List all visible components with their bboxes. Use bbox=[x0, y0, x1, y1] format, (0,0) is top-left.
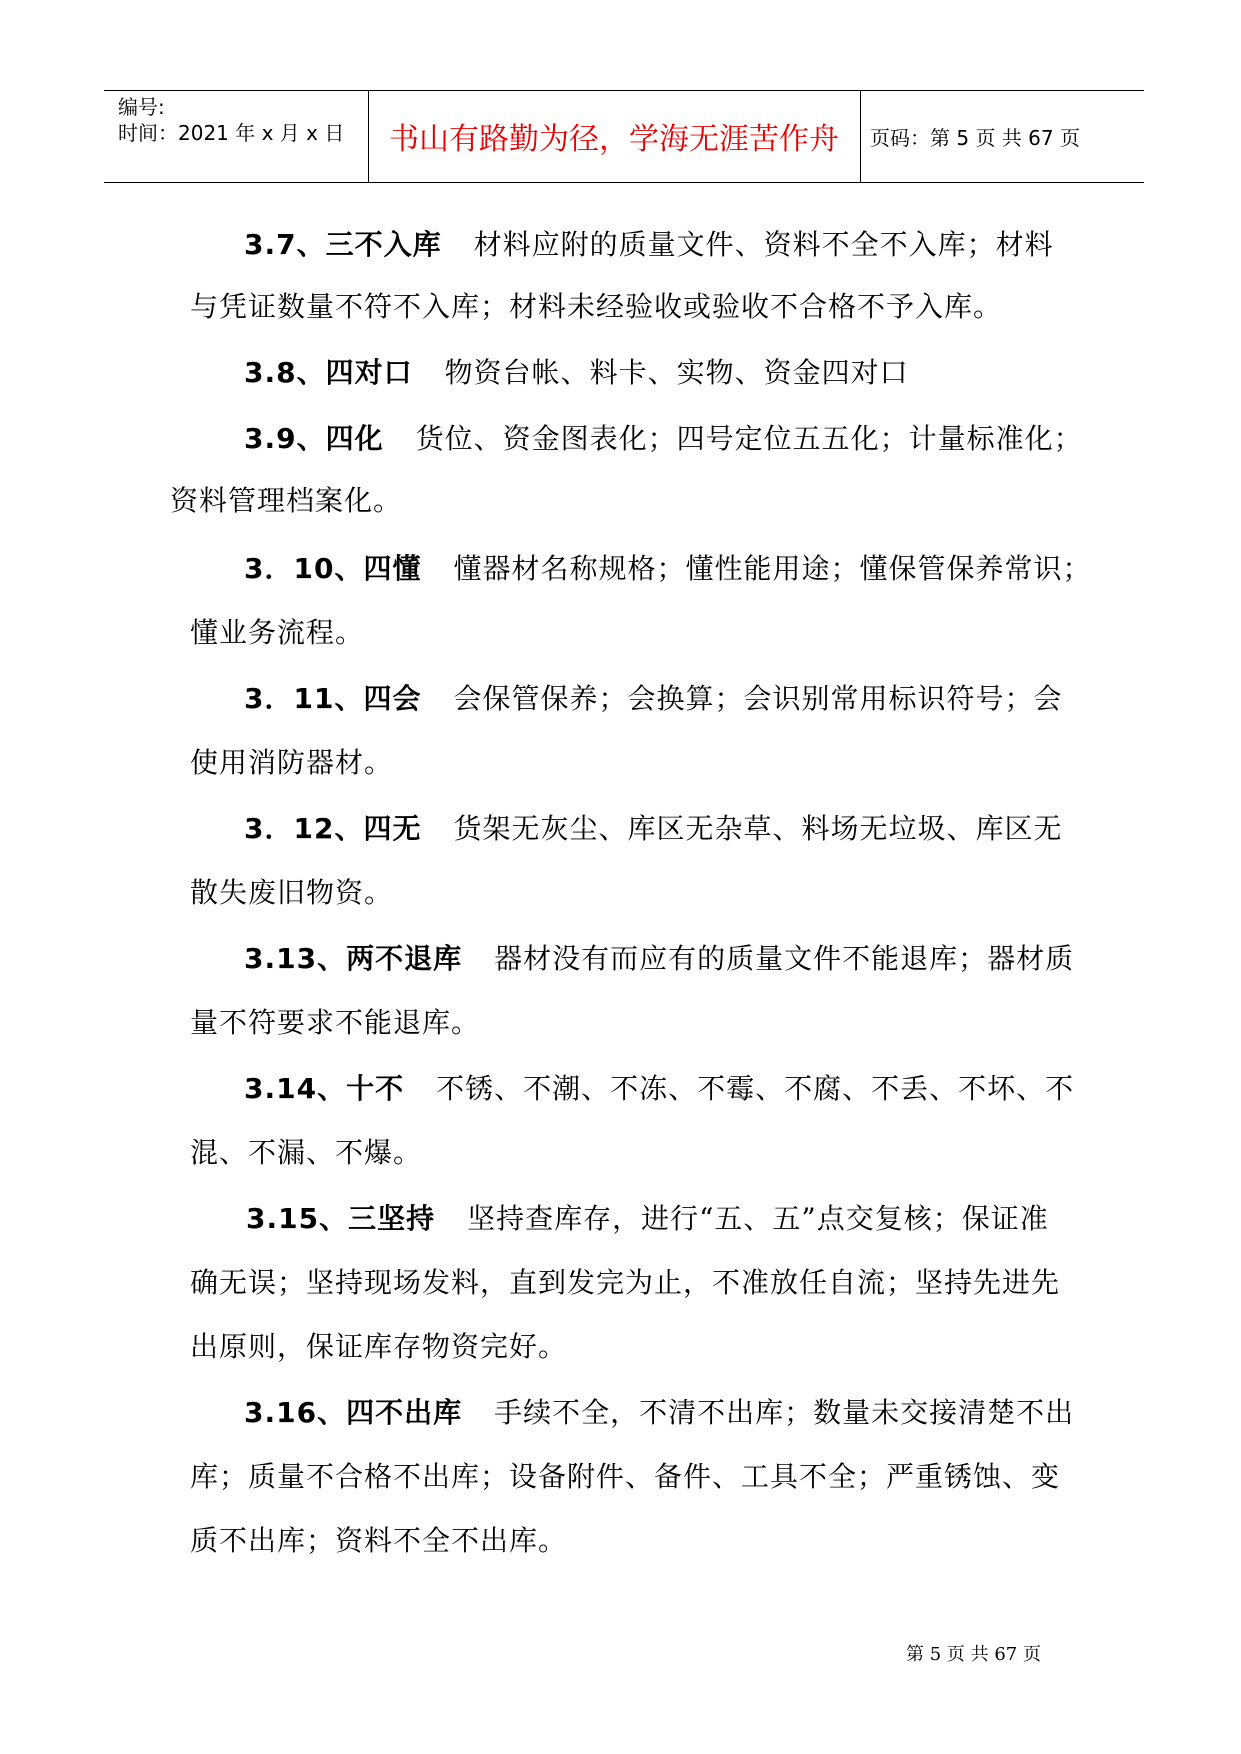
item-text: 散失废旧物资。 bbox=[190, 876, 394, 909]
item-number: 3.7、 bbox=[244, 228, 326, 261]
item-number: 3.8、 bbox=[244, 356, 326, 389]
item-text: 与凭证数量不符不入库；材料未经验收或验收不合格不予入库。 bbox=[190, 290, 1003, 323]
item-title: 四对口 bbox=[325, 356, 413, 389]
serial-label: 编号: bbox=[118, 95, 165, 119]
page-footer: 第 5 页 共 67 页 bbox=[906, 1644, 1041, 1665]
item-text: 会保管保养；会换算；会识别常用标识符号；会 bbox=[453, 682, 1063, 715]
item-title: 十不 bbox=[346, 1072, 405, 1105]
item-text: 材料应附的质量文件、资料不全不入库；材料 bbox=[473, 228, 1054, 261]
item-title: 四无 bbox=[363, 812, 422, 845]
item-text: 货架无灰尘、库区无杂草、料场无垃圾、库区无 bbox=[453, 812, 1063, 845]
item-number: 3.15、 bbox=[246, 1202, 349, 1235]
item-title: 四懂 bbox=[363, 552, 422, 585]
item-text: 使用消防器材。 bbox=[190, 746, 394, 779]
item-heading-line bbox=[244, 552, 1091, 586]
item-title: 三坚持 bbox=[348, 1202, 436, 1235]
item-text: 库；质量不合格不出库；设备附件、备件、工具不全；严重锈蚀、变 bbox=[190, 1460, 1061, 1493]
item-title: 三不入库 bbox=[325, 228, 442, 261]
item-heading-line bbox=[244, 682, 1062, 716]
item-text: 资料管理档案化。 bbox=[170, 484, 403, 517]
item-title: 四化 bbox=[325, 422, 384, 455]
item-text: 量不符要求不能退库。 bbox=[190, 1006, 481, 1039]
item-text: 确无误；坚持现场发料，直到发完为止，不准放任自流；坚持先进先 bbox=[190, 1266, 1061, 1299]
item-number: 3.16、 bbox=[244, 1396, 347, 1429]
item-text: 质不出库；资料不全不出库。 bbox=[190, 1524, 568, 1557]
item-text: 手续不全，不清不出库；数量未交接清楚不出 bbox=[494, 1396, 1075, 1429]
item-heading-line bbox=[246, 1202, 1049, 1236]
item-heading-line bbox=[244, 812, 1062, 846]
item-heading-line bbox=[244, 356, 909, 390]
item-number: 3.13、 bbox=[244, 942, 347, 975]
item-number: 3.14、 bbox=[244, 1072, 347, 1105]
time-label: 时间：2021 年 x 月 x 日 bbox=[118, 121, 345, 145]
item-heading-line bbox=[244, 1072, 1074, 1106]
header-motto: 书山有路勤为径，学海无涯苦作舟 bbox=[389, 122, 839, 157]
item-heading-line bbox=[244, 422, 1083, 456]
item-number: 3.9、 bbox=[244, 422, 326, 455]
item-text: 坚持查库存，进行“五、五”点交复核；保证准 bbox=[467, 1202, 1049, 1235]
item-text: 懂器材名称规格；懂性能用途；懂保管保养常识； bbox=[453, 552, 1092, 585]
header-page-code: 页码：第 5 页 共 67 页 bbox=[870, 125, 1080, 150]
item-text: 出原则，保证库存物资完好。 bbox=[190, 1330, 568, 1363]
item-heading-line bbox=[244, 1396, 1074, 1430]
item-title: 四会 bbox=[363, 682, 422, 715]
item-text: 货位、资金图表化；四号定位五五化；计量标准化； bbox=[415, 422, 1083, 455]
item-number: 3．10、 bbox=[244, 552, 364, 585]
item-text: 混、不漏、不爆。 bbox=[190, 1136, 423, 1169]
item-title: 四不出库 bbox=[346, 1396, 463, 1429]
item-text: 器材没有而应有的质量文件不能退库；器材质 bbox=[494, 942, 1075, 975]
item-heading-line bbox=[244, 228, 1054, 262]
item-heading-line bbox=[244, 942, 1074, 976]
item-title: 两不退库 bbox=[346, 942, 463, 975]
item-text: 不锈、不潮、不冻、不霉、不腐、不丢、不坏、不 bbox=[436, 1072, 1075, 1105]
item-number: 3．11、 bbox=[244, 682, 364, 715]
item-number: 3．12、 bbox=[244, 812, 364, 845]
item-text: 物资台帐、料卡、实物、资金四对口 bbox=[444, 356, 909, 389]
item-text: 懂业务流程。 bbox=[190, 616, 365, 649]
